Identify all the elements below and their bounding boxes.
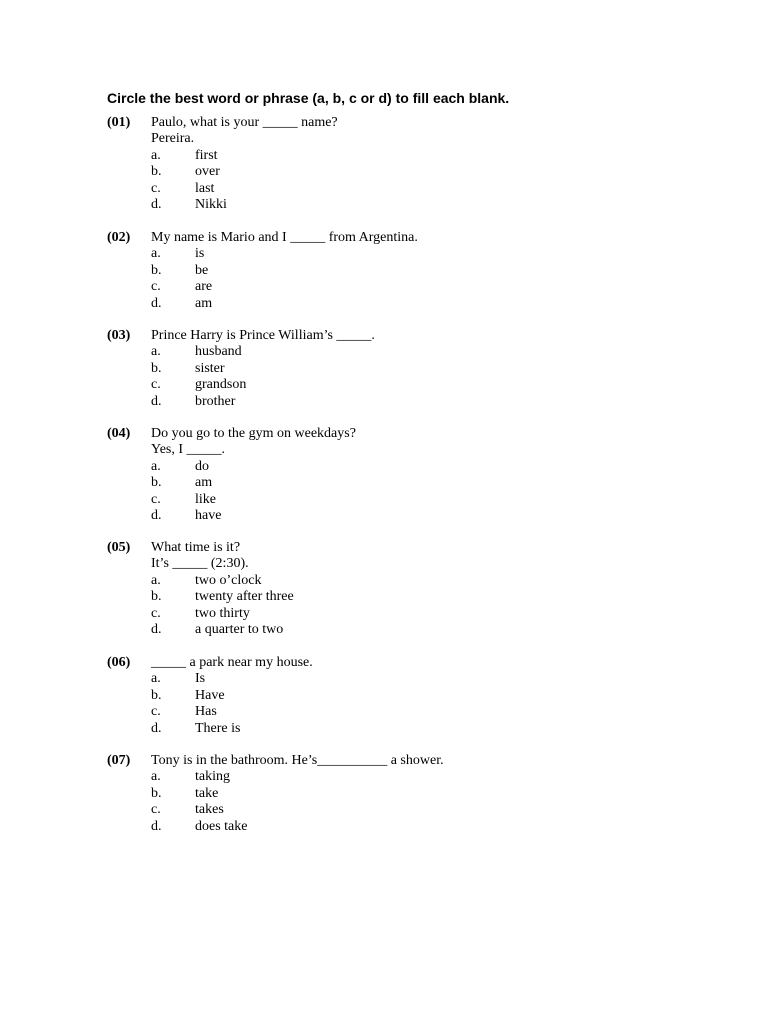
option-text: taking (195, 769, 230, 785)
option-b[interactable] (107, 786, 667, 802)
option-letter: d. (151, 720, 162, 736)
question-04 (107, 426, 667, 524)
option-d[interactable] (107, 394, 667, 410)
option-b[interactable] (107, 589, 667, 605)
question-number: (05) (107, 540, 131, 555)
question-03 (107, 328, 667, 410)
option-text: last (195, 180, 215, 196)
option-letter: d. (151, 507, 162, 523)
question-number: (07) (107, 753, 131, 768)
option-letter: a. (151, 769, 161, 785)
option-text: grandson (195, 377, 247, 393)
option-text: does take (195, 818, 248, 834)
option-text: takes (195, 802, 224, 818)
option-letter: c. (151, 377, 161, 393)
option-text: do (195, 458, 209, 474)
option-letter: b. (151, 589, 162, 605)
question-number: (06) (107, 655, 131, 670)
option-text: is (195, 246, 205, 262)
question-number: (02) (107, 230, 131, 245)
option-c[interactable] (107, 181, 667, 197)
option-b[interactable] (107, 475, 667, 491)
option-c[interactable] (107, 802, 667, 818)
question-text: _____ a park near my house. (151, 655, 313, 670)
option-text: Nikki (195, 196, 227, 212)
option-text: take (195, 785, 219, 801)
option-c[interactable] (107, 606, 667, 622)
option-letter: c. (151, 279, 161, 295)
question-row (107, 328, 667, 344)
question-row (107, 540, 667, 556)
question-number: (03) (107, 328, 131, 343)
question-text: Yes, I _____. (151, 442, 226, 458)
question-row (107, 556, 667, 572)
option-letter: a. (151, 458, 161, 474)
option-letter: a. (151, 671, 161, 687)
option-a[interactable] (107, 769, 667, 785)
option-d[interactable] (107, 721, 667, 737)
option-letter: d. (151, 393, 162, 409)
option-text: am (195, 295, 213, 311)
option-a[interactable] (107, 573, 667, 589)
option-letter: b. (151, 164, 162, 180)
option-a[interactable] (107, 148, 667, 164)
question-number: (01) (107, 115, 131, 130)
instruction-heading: Circle the best word or phrase (a, b, c or d) to fill each blank. (107, 90, 510, 106)
option-b[interactable] (107, 361, 667, 377)
option-letter: d. (151, 818, 162, 834)
option-c[interactable] (107, 704, 667, 720)
question-text: My name is Mario and I _____ from Argentina. (151, 230, 418, 245)
option-letter: b. (151, 687, 162, 703)
option-letter: a. (151, 572, 161, 588)
question-row (107, 426, 667, 442)
option-text: brother (195, 393, 236, 409)
option-letter: b. (151, 360, 162, 376)
option-text: are (195, 279, 213, 295)
option-letter: a. (151, 344, 161, 360)
option-c[interactable] (107, 377, 667, 393)
option-text: twenty after three (195, 589, 294, 605)
option-text: sister (195, 360, 225, 376)
question-05 (107, 540, 667, 638)
option-text: two thirty (195, 605, 250, 621)
option-c[interactable] (107, 279, 667, 295)
question-row (107, 115, 667, 131)
option-letter: d. (151, 621, 162, 637)
question-row (107, 131, 667, 147)
option-text: two o’clock (195, 572, 262, 588)
question-row (107, 655, 667, 671)
option-text: am (195, 475, 213, 491)
question-02 (107, 230, 667, 312)
question-row (107, 442, 667, 458)
option-letter: a. (151, 246, 161, 262)
option-text: have (195, 507, 222, 523)
question-text: Paulo, what is your _____ name? (151, 115, 338, 130)
question-text: It’s _____ (2:30). (151, 556, 249, 572)
option-letter: c. (151, 491, 161, 507)
option-text: husband (195, 344, 242, 360)
option-letter: c. (151, 180, 161, 196)
option-a[interactable] (107, 246, 667, 262)
option-d[interactable] (107, 508, 667, 524)
option-a[interactable] (107, 344, 667, 360)
option-text: Is (195, 671, 206, 687)
option-letter: d. (151, 196, 162, 212)
option-text: Have (195, 687, 225, 703)
option-text: first (195, 147, 218, 163)
option-text: like (195, 491, 216, 507)
option-text: There is (195, 720, 241, 736)
option-b[interactable] (107, 688, 667, 704)
option-text: Has (195, 704, 217, 720)
option-c[interactable] (107, 492, 667, 508)
question-07 (107, 753, 667, 835)
option-b[interactable] (107, 263, 667, 279)
option-text: be (195, 262, 209, 278)
option-d[interactable] (107, 819, 667, 835)
option-letter: b. (151, 262, 162, 278)
option-b[interactable] (107, 164, 667, 180)
question-text: Prince Harry is Prince William’s _____. (151, 328, 375, 343)
question-text: Tony is in the bathroom. He’s__________ a shower. (151, 753, 444, 768)
question-text: Do you go to the gym on weekdays? (151, 426, 356, 441)
question-number: (04) (107, 426, 131, 441)
option-a[interactable] (107, 671, 667, 687)
option-letter: a. (151, 147, 161, 163)
option-letter: b. (151, 785, 162, 801)
question-06 (107, 655, 667, 737)
option-letter: c. (151, 802, 161, 818)
question-row (107, 230, 667, 246)
question-text: What time is it? (151, 540, 241, 555)
question-text: Pereira. (151, 131, 195, 147)
option-letter: d. (151, 295, 162, 311)
question-01 (107, 115, 667, 213)
option-letter: b. (151, 475, 162, 491)
option-text: over (195, 164, 220, 180)
question-row (107, 753, 667, 769)
option-letter: c. (151, 704, 161, 720)
option-d[interactable] (107, 622, 667, 638)
option-a[interactable] (107, 459, 667, 475)
option-d[interactable] (107, 197, 667, 213)
option-text: a quarter to two (195, 621, 284, 637)
option-letter: c. (151, 605, 161, 621)
option-d[interactable] (107, 296, 667, 312)
